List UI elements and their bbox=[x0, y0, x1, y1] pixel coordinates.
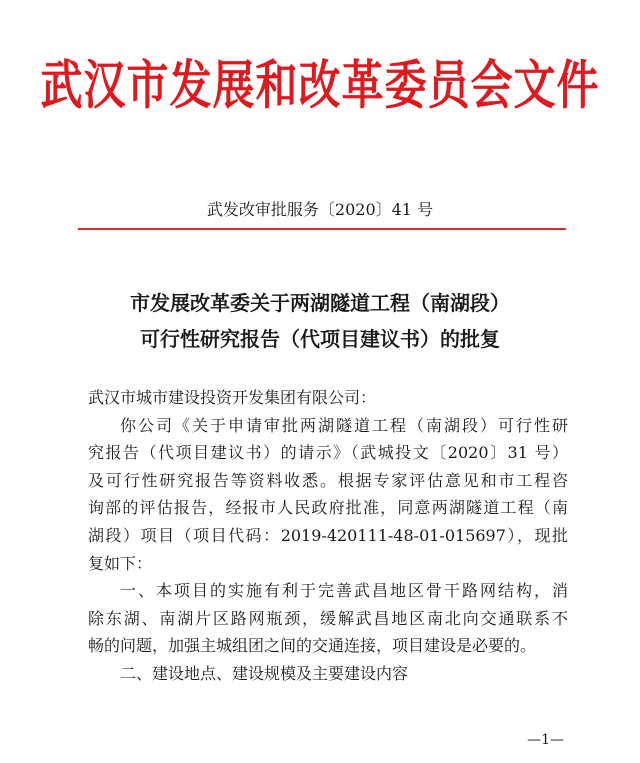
paragraph2-line: 畅的问题，加强主城组团之间的交通连接，项目建设是必要的。 bbox=[88, 636, 537, 656]
paragraph2-line: 除东湖、南湖片区路网瓶颈，缓解武昌地区南北向交通联系不 bbox=[88, 608, 568, 628]
section-heading-2: 二、建设地点、建设规模及主要建设内容 bbox=[120, 663, 409, 683]
subject-line-1: 市发展改革委关于两湖隧道工程（南湖段） bbox=[130, 291, 510, 315]
page-number: —1— bbox=[527, 732, 564, 748]
document-body bbox=[88, 384, 568, 688]
paragraph2-line: 一、本项目的实施有利于完善武昌地区骨干路网结构，消 bbox=[120, 581, 568, 601]
paragraph1-line: 湖段）项目（项目代码：2019-420111-48-01-015697），现批 bbox=[88, 525, 568, 545]
paragraph1-line: 复如下： bbox=[88, 553, 153, 573]
paragraph1-line: 究报告（代项目建议书）的请示》（武城投文〔2020〕31 号） bbox=[88, 443, 568, 463]
paragraph1-line: 你公司《关于申请审批两湖隧道工程（南湖段）可行性研 bbox=[120, 415, 568, 435]
paragraph1-line: 及可行性研究报告等资料收悉。根据专家评估意见和市工程咨 bbox=[88, 470, 568, 490]
paragraph1-line: 询部的评估报告，经报市人民政府批准，同意两湖隧道工程（南 bbox=[88, 498, 568, 518]
addressee: 武汉市城市建设投资开发集团有限公司： bbox=[88, 388, 377, 407]
issuer-header-title: 武汉市发展和改革委员会文件 bbox=[40, 54, 600, 116]
document-subject bbox=[0, 285, 640, 357]
red-divider-rule bbox=[78, 228, 566, 230]
document-number: 武发改审批服务〔2020〕41 号 bbox=[206, 200, 434, 219]
subject-line-2: 可行性研究报告（代项目建议书）的批复 bbox=[140, 327, 500, 351]
